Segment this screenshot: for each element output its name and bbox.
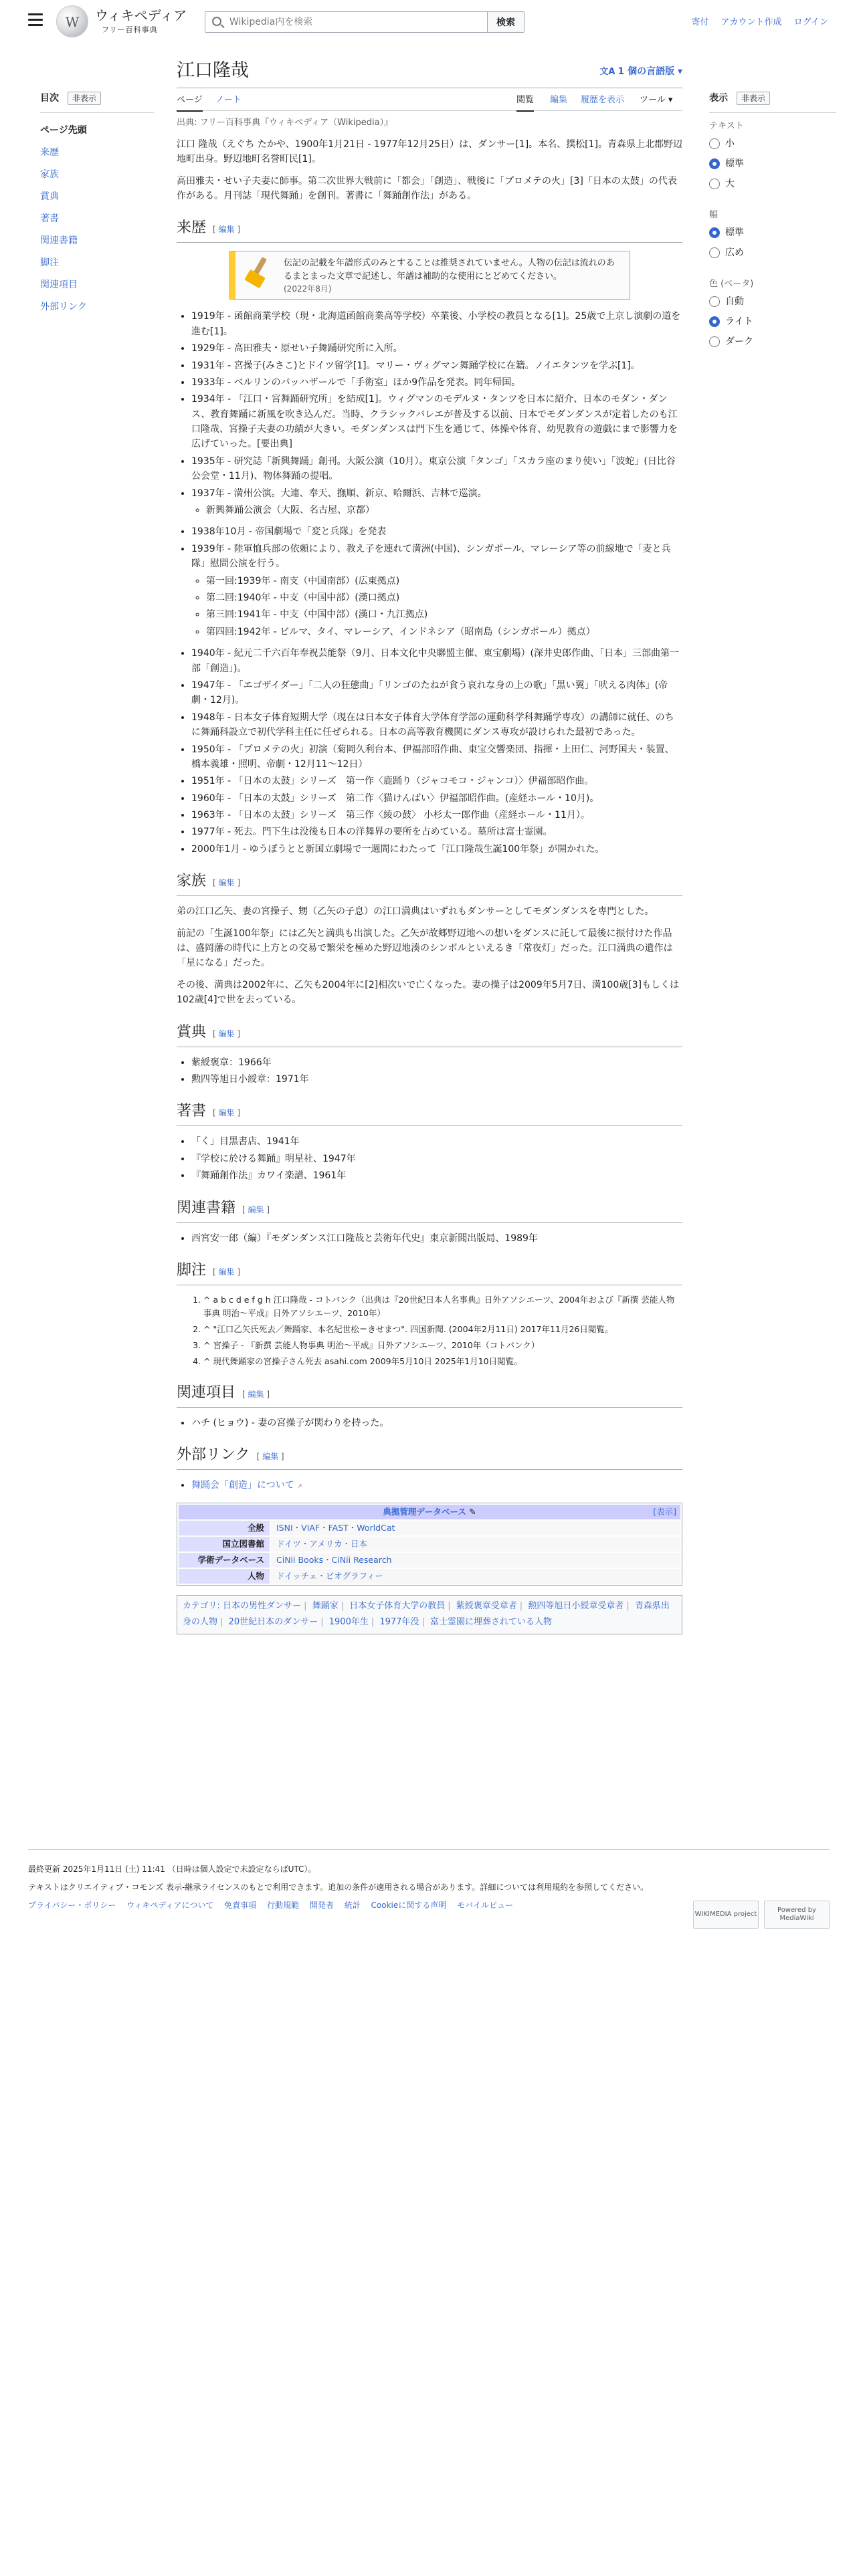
reference-item: 1. ^ a b c d e f g h 江口隆哉 - コトバンク（出典は『20世紀日本人名事典』日外アソシエーツ、2004年および『新撰 芸能人物事典 明治〜平成』日外アソシエーツ、2010年）	[203, 1293, 682, 1320]
width-standard[interactable]	[709, 223, 836, 243]
list-item: • 1960年 - 「日本の太鼓」シリーズ 第二作〈猫けんばい〉伊福部昭作曲。(産経ホール・10月)。	[191, 791, 682, 806]
list-item: • 2000年1月 - ゆうぽうとと新国立劇場で一週間にわたって「江口隆哉生誕100年祭」が開かれた。	[191, 842, 682, 857]
category-link[interactable]: 1977年没	[379, 1617, 419, 1628]
toc-item-top[interactable]: ページ先頭	[40, 125, 87, 136]
table-of-contents	[40, 91, 154, 318]
edit-link-text[interactable]: 編集	[218, 1267, 235, 1277]
appearance-header	[709, 91, 836, 106]
lead-paragraph-1: 江口 隆哉（えぐち たかや、1900年1月21日 - 1977年12月25日）は、ダンサー[1]。本名、撲松[1]。青森県上北郡野辺地町出身。野辺地町名誉町民[1]。	[177, 138, 682, 165]
edit-link-text[interactable]: 編集	[218, 225, 235, 235]
radio-label: 広め	[725, 247, 744, 258]
footer-link-developers[interactable]: 開発者	[309, 1901, 334, 1911]
divider	[40, 112, 154, 113]
edit-section-link[interactable]: [ 編集 ]	[242, 1204, 270, 1214]
category-links: カテゴリ: 日本の男性ダンサー | 舞踊家 | 日本女子体育大学の教員 | 紫綬褒章受章者 | 勲四等旭日小綬章受章者 | 青森県出身の人物 | 20世紀日本のダンサー | 1900年生 | 1977年没 | 富士霊園に埋葬されている人物	[177, 1595, 682, 1634]
radio-icon[interactable]	[709, 179, 720, 189]
family-paragraph-3: その後、満典は2002年に、乙矢も2004年に[2]相次いで亡くなった。妻の操子は2009年5月7日、満100歳[3]もしくは102歳[4]で世を去っている。	[177, 979, 680, 1006]
list-item	[191, 542, 682, 639]
tools-label: ツール	[640, 95, 666, 105]
appearance-title: 表示	[709, 93, 728, 104]
navbox-title-link[interactable]: 典拠管理データベース	[383, 1506, 466, 1517]
toc-item-notes[interactable]: 脚注	[40, 257, 59, 269]
edit-link-text[interactable]: 編集	[248, 1389, 264, 1399]
section-heading-awards	[177, 1021, 682, 1047]
heading-text: 家族	[177, 873, 207, 890]
login-link[interactable]: ログイン	[793, 17, 828, 27]
list-item: • 1938年10月 - 帝国劇場で「変と兵隊」を発表	[191, 524, 682, 539]
color-light[interactable]	[709, 312, 836, 332]
list-item[interactable]	[191, 1478, 682, 1493]
color-dark[interactable]	[709, 332, 836, 352]
license-text: テキストはクリエイティブ・コモンズ 表示-継承ライセンスのもとで利用できます。追加の条件が適用される場合があります。詳細については利用規約を参照してください。	[28, 1883, 649, 1893]
external-link[interactable]: 舞踊会「創造」について	[191, 1480, 294, 1491]
title-row	[177, 58, 682, 88]
personal-tools	[682, 16, 828, 30]
footer-link-cookie[interactable]: Cookieに関する声明	[371, 1901, 447, 1911]
language-button[interactable]	[599, 64, 682, 80]
edit-link-text[interactable]: 編集	[262, 1452, 279, 1462]
edit-section-link[interactable]: [ 編集 ]	[213, 878, 241, 888]
toc-title: 目次	[40, 93, 59, 104]
category-link[interactable]: 20世紀日本のダンサー	[228, 1617, 318, 1628]
radio-icon[interactable]	[709, 138, 720, 149]
heading-text: 賞典	[177, 1023, 207, 1041]
toc-item-external[interactable]: 外部リンク	[40, 302, 87, 313]
appearance-hide-button[interactable]: 非表示	[737, 92, 770, 105]
list-item: • 1931年 - 宮操子(みさこ)とドイツ留学[1]。マリー・ヴィグマン舞踊学校に在籍。ノイエタンツを学ぶ[1]。	[191, 358, 682, 373]
edit-link-text[interactable]: 編集	[218, 1108, 235, 1118]
page-tabs	[177, 88, 682, 111]
radio-label: ダーク	[725, 336, 753, 347]
radio-icon[interactable]	[709, 296, 720, 307]
navbox-title	[179, 1505, 680, 1519]
references-list	[177, 1293, 682, 1368]
radio-label: 大	[725, 179, 735, 190]
site-sub: 出典: フリー百科事典『ウィキペディア（Wikipedia）』	[177, 118, 393, 128]
radio-label: 自動	[725, 296, 744, 307]
footer-link-code-of-conduct[interactable]: 行動規範	[267, 1901, 300, 1911]
heading-text: 関連項目	[177, 1384, 236, 1401]
wikipedia-logo-icon[interactable]	[56, 5, 88, 37]
main-content	[177, 58, 682, 1634]
navbox-list[interactable]: ドイツ・アメリカ・日本	[271, 1537, 680, 1551]
section-heading-see-also	[177, 1382, 682, 1408]
list-item: • 『舞踊創作法』カワイ楽譜、1961年	[191, 1168, 682, 1183]
pencil-icon[interactable]: ✎	[469, 1506, 476, 1517]
tab-history[interactable]: 履歴を表示	[581, 95, 625, 105]
see-also-list	[177, 1416, 682, 1430]
list-item: • 1977年 - 死去。門下生は没後も日本の洋舞界の要所を占めている。墓所は富士霊園。	[191, 825, 682, 839]
list-item: • 1963年 - 「日本の太鼓」シリーズ 第三作〈綾の鼓〉 小杉太一郎作曲（産経ホール・11月）。	[191, 808, 682, 823]
language-button-label: 1 個の言語版	[617, 66, 675, 77]
history-list	[177, 309, 682, 857]
edit-link-text[interactable]: 編集	[248, 1204, 264, 1214]
navbox-group: 学術データベース	[179, 1553, 270, 1568]
category-link[interactable]: 勲四等旭日小綬章受章者	[528, 1600, 624, 1611]
toc-item-related-books[interactable]: 関連書籍	[40, 235, 78, 247]
radio-selected-icon[interactable]	[709, 158, 720, 169]
text-size-standard[interactable]	[709, 154, 836, 174]
radio-selected-icon[interactable]	[709, 316, 720, 327]
text-size-small[interactable]	[709, 134, 836, 154]
heading-text: 著書	[177, 1103, 207, 1120]
list-item: • 1948年 - 日本女子体育短期大学（現在は日本女子体育大学体育学部の運動科学科舞踊学専攻）の講師に就任、のちに舞踊科設立で初代学科主任に任ぜられる。日本の高等教育機関にダンス専攻が設けられた最初であった。	[191, 710, 682, 740]
create-account-link[interactable]: アカウント作成	[721, 17, 782, 27]
list-item: • 1940年 - 紀元二千六百年奉祝芸能祭（9月、日本文化中央聯盟主催、東宝劇場）(深井史郎作曲、「日本」三部曲第一部「創造」)。	[191, 646, 682, 676]
notice-date: (2022年8月)	[284, 284, 332, 294]
external-link-icon: ↗	[297, 1483, 302, 1491]
list-item: ◦ 第四回:1942年 - ビルマ、タイ、マレーシア、インドネシア（昭南島（シンガポール）拠点）	[206, 625, 682, 639]
navbox-group: 全般	[179, 1521, 270, 1535]
category-link[interactable]: 日本女子体育大学の教員	[349, 1600, 446, 1611]
list-item: • 紫綬褒章：1966年	[191, 1055, 682, 1070]
section-heading-books	[177, 1100, 682, 1126]
navbox-group: 国立図書館	[179, 1537, 270, 1551]
category-link[interactable]: 富士霊園に埋葬されている人物	[430, 1617, 553, 1628]
external-links-list	[177, 1478, 682, 1493]
section-heading-family	[177, 870, 682, 896]
edit-section-link[interactable]: [ 編集 ]	[256, 1452, 284, 1462]
list-item: • 西宮安一郎（編）『モダンダンス江口隆哉と芸術年代史』東京新聞出版局、1989年	[191, 1231, 682, 1246]
toc-item-family[interactable]: 家族	[40, 169, 59, 181]
footer-link-about[interactable]: ウィキペディアについて	[126, 1901, 214, 1911]
navbox-row	[179, 1553, 680, 1568]
list-item: ◦ 第三回:1941年 - 中支（中国中部）(漢口・九江拠点)	[206, 607, 682, 622]
list-item: • 「く」目黒書店、1941年	[191, 1134, 682, 1149]
list-item: • 『学校に於ける舞踊』明星社、1947年	[191, 1152, 682, 1166]
section-heading-notes	[177, 1259, 682, 1285]
footer-badges	[688, 1901, 830, 1929]
category-link[interactable]: 1900年生	[328, 1617, 369, 1628]
divider	[709, 112, 836, 113]
toc-hide-button[interactable]: 非表示	[68, 92, 101, 105]
text-size-large[interactable]	[709, 174, 836, 194]
broom-icon	[242, 257, 274, 289]
search-button[interactable]: 検索	[487, 11, 524, 33]
section-heading-history	[177, 217, 682, 243]
radio-label: 標準	[725, 227, 744, 238]
tab-tools[interactable]	[640, 94, 672, 108]
list-item: • 1929年 - 高田雅夫・原せい子舞踊研究所に入所。	[191, 341, 682, 356]
maintenance-notice	[229, 251, 630, 300]
edit-section-link[interactable]: [ 編集 ]	[213, 1029, 241, 1039]
toc-item-see-also[interactable]: 関連項目	[40, 280, 78, 291]
tab-edit[interactable]: 編集	[550, 95, 568, 105]
radio-selected-icon[interactable]	[709, 227, 720, 238]
reference-item: 2. ^ "江口乙矢氏死去／舞踊家、本名紀世松＝きせまつ". 四国新聞. (2004年2月11日) 2017年11月26日閲覧。	[203, 1323, 682, 1336]
list-item: • 1950年 - 「プロメテの火」初演（菊岡久利台本、伊福部昭作曲、東宝交響楽団、指揮・上田仁、河野国夫・装置、橋本義雄・照明、帝劇・12月11〜12日）	[191, 742, 682, 772]
page-title: 江口隆哉	[177, 60, 249, 81]
edit-section-link[interactable]: [ 編集 ]	[242, 1389, 270, 1399]
footer-link-privacy[interactable]: プライバシー・ポリシー	[28, 1901, 116, 1911]
list-item: ◦ 第一回:1939年 - 南支（中国南部）(広東拠点)	[206, 574, 682, 588]
section-heading-external	[177, 1444, 682, 1470]
reference-item: 4. ^ 現代舞踊家の宮操子さん死去 asahi.com 2009年5月10日 2025年1月10日閲覧。	[203, 1355, 682, 1368]
lead-paragraph-2: 高田雅夫・せい子夫妻に師事。第二次世界大戦前に「都会」「創造」、戦後に「プロメテの火」[3]「日本の太鼓」の代表作がある。月刊誌「現代舞踊」を創刊。著書に「舞踊創作法」がある。	[177, 175, 677, 201]
footer-link-statistics[interactable]: 統計	[344, 1901, 361, 1911]
edit-link-text[interactable]: 編集	[218, 1029, 235, 1039]
list-item: • 勲四等旭日小綬章：1971年	[191, 1072, 682, 1087]
search-icon	[212, 17, 221, 26]
tab-read[interactable]: 閲覧	[516, 94, 534, 112]
width-wide[interactable]	[709, 243, 836, 263]
color-label: 色 (ベータ)	[709, 278, 754, 289]
category-link[interactable]: 青森県出身の人物	[183, 1600, 670, 1628]
logo-subtitle: フリー百科事典	[102, 25, 158, 34]
heading-text: 関連書籍	[177, 1199, 236, 1216]
reference-item: 3. ^ 宮操子 - 『新撰 芸能人物事典 明治〜平成』日外アソシエーツ、2010年（コトバンク）	[203, 1339, 682, 1352]
list-item: • 1951年 - 「日本の太鼓」シリーズ 第一作〈鹿踊り（ジャコモコ・ジャンコ）〉伊福部昭作曲。	[191, 774, 682, 788]
footer-link-mobile[interactable]: モバイルビュー	[457, 1901, 514, 1911]
navbox-list[interactable]: ドイッチェ・ビオグラフィー	[271, 1569, 680, 1584]
search-box	[205, 11, 488, 33]
search-input[interactable]	[228, 15, 482, 29]
main-menu-icon[interactable]	[28, 13, 43, 27]
heading-text: 脚注	[177, 1261, 207, 1279]
category-link[interactable]: 日本の男性ダンサー	[223, 1600, 302, 1611]
edit-section-link[interactable]: [ 編集 ]	[213, 225, 241, 235]
category-link[interactable]: 紫綬褒章受章者	[456, 1600, 517, 1611]
heading-text: 来歴	[177, 219, 207, 237]
edit-section-link[interactable]: [ 編集 ]	[213, 1267, 241, 1277]
donate-link[interactable]: 寄付	[691, 17, 709, 27]
navbox-row	[179, 1569, 680, 1584]
mediawiki-badge[interactable]: Powered by MediaWiki	[764, 1901, 830, 1929]
tab-page[interactable]: ページ	[177, 94, 203, 112]
list-item: ◦ 第二回:1940年 - 中支（中国中部）(漢口拠点)	[206, 591, 682, 605]
section-heading-related-books	[177, 1197, 682, 1223]
toc-item-awards[interactable]: 賞典	[40, 191, 59, 203]
list-item: • 1933年 - ベルリンのバッハザールで「手術室」ほか9作品を発表。同年帰国。	[191, 375, 682, 390]
site-header	[0, 0, 859, 47]
width-label: 幅	[709, 210, 719, 221]
footer-link-disclaimer[interactable]: 免責事項	[224, 1901, 257, 1911]
list-item: ◦ 新興舞踊公演会（大阪、名古屋、京都）	[206, 503, 682, 518]
text-size-label: テキスト	[709, 121, 744, 132]
edit-section-link[interactable]: [ 編集 ]	[213, 1108, 241, 1118]
chevron-down-icon: ▾	[668, 95, 673, 105]
radio-label: 標準	[725, 158, 744, 170]
translate-icon: 文A	[599, 67, 615, 77]
family-paragraph-2: 前記の「生誕100年祭」には乙矢と満典も出演した。乙矢が故郷野辺地への想いをダンスに託して最後に振付けた作品は、盛岡藩の時代に上方との交易で繁栄を極めた野辺地湊のシンボルといえるき「常夜灯」だった。江口満典の遺作は「星になる」だった。	[177, 928, 673, 969]
navbox-toggle[interactable]: [表示]	[653, 1506, 676, 1517]
notice-text: 伝記の記載を年譜形式のみとすることは推奨されていません。人物の伝記は流れのあるまとまった文章で記述し、年譜は補助的な使用にとどめてください。	[284, 258, 615, 282]
page-footer	[28, 1849, 830, 1922]
appearance-panel	[709, 91, 836, 352]
awards-list	[177, 1055, 682, 1087]
list-item-text: 1939年 - 陸軍恤兵部の依頼により、教え子を連れて満洲(中国)、シンガポール、マレーシア等の前線地で「麦と兵隊」慰問公演を行う。	[191, 543, 671, 570]
list-item: • 1934年 - 「江口・宮舞踊研究所」を結成[1]。ウィグマンのモデルヌ・タンツを日本に紹介、日本のモダン・ダンス、教育舞踊に新風を吹き込んだ。当時、クラシックバレエが普及する以前、日本でモダンダンスが定着したのも江口隆哉、宮操子夫妻の功績が大きい。モダンダンスは門下生を通じて、体操や体育、幼児教育の遊戯にまで影響力を広げていった。[要出典]	[191, 392, 682, 452]
navbox-row	[179, 1521, 680, 1535]
categories-label[interactable]: カテゴリ:	[183, 1600, 220, 1611]
category-link[interactable]: 舞踊家	[312, 1600, 339, 1611]
toc-item-books[interactable]: 著書	[40, 213, 59, 225]
tab-talk[interactable]: ノート	[215, 95, 242, 105]
chevron-down-icon: ▾	[677, 66, 682, 77]
navbox-list[interactable]: ISNI・VIAF・FAST・WorldCat	[271, 1521, 680, 1535]
authority-control-navbox	[177, 1503, 682, 1586]
list-item: • 1919年 - 函館商業学校（現・北海道函館商業高等学校）卒業後、小学校の教員となる[1]。25歳で上京し演劇の道を進む[1]。	[191, 309, 682, 339]
books-list	[177, 1134, 682, 1183]
related-books-list	[177, 1231, 682, 1246]
last-modified: 最終更新 2025年1月11日 (土) 11:41 （日時は個人設定で未設定ならばUTC）。	[28, 1864, 316, 1874]
navbox-row	[179, 1537, 680, 1551]
list-item: • 1947年 - 「エゴザイダー」「二人の狂態曲」「リンゴのたねが食う哀れな身の上の歌」「黒い翼」「吠える肉体」(帝劇・12月)。	[191, 678, 682, 708]
navbox-list[interactable]: CiNii Books・CiNii Research	[271, 1553, 680, 1568]
radio-icon[interactable]	[709, 247, 720, 258]
list-item-text: 1937年 - 満州公演。大連、奉天、撫順、新京、哈爾浜、吉林で巡演。	[191, 488, 487, 499]
family-paragraph-1: 弟の江口乙矢、妻の宮操子、甥（乙矢の子息）の江口満典はいずれもダンサーとしてモダンダンスを専門とした。	[177, 906, 654, 918]
navbox-group: 人物	[179, 1569, 270, 1584]
list-item[interactable]: • ハチ (ヒョウ) - 妻の宮操子が関わりを持った。	[191, 1416, 682, 1430]
logo-title[interactable]: ウィキペディア	[95, 7, 187, 23]
radio-icon[interactable]	[709, 336, 720, 347]
edit-link-text[interactable]: 編集	[218, 878, 235, 888]
wikimedia-badge[interactable]: WIKIMEDIA project	[693, 1901, 759, 1929]
color-auto[interactable]	[709, 292, 836, 312]
radio-label: 小	[725, 138, 735, 150]
list-item	[191, 486, 682, 518]
radio-label: ライト	[725, 316, 753, 327]
list-item: • 1935年 - 研究誌「新興舞踊」創刊。大阪公演（10月）。東京公演「タンゴ」「スカラ座のまり使い」「波蛇」(日比谷公会堂・11月)、物体舞踊の提唱。	[191, 454, 682, 484]
toc-header	[40, 91, 154, 106]
toc-item-history[interactable]: 来歴	[40, 147, 59, 158]
heading-text: 外部リンク	[177, 1446, 250, 1464]
